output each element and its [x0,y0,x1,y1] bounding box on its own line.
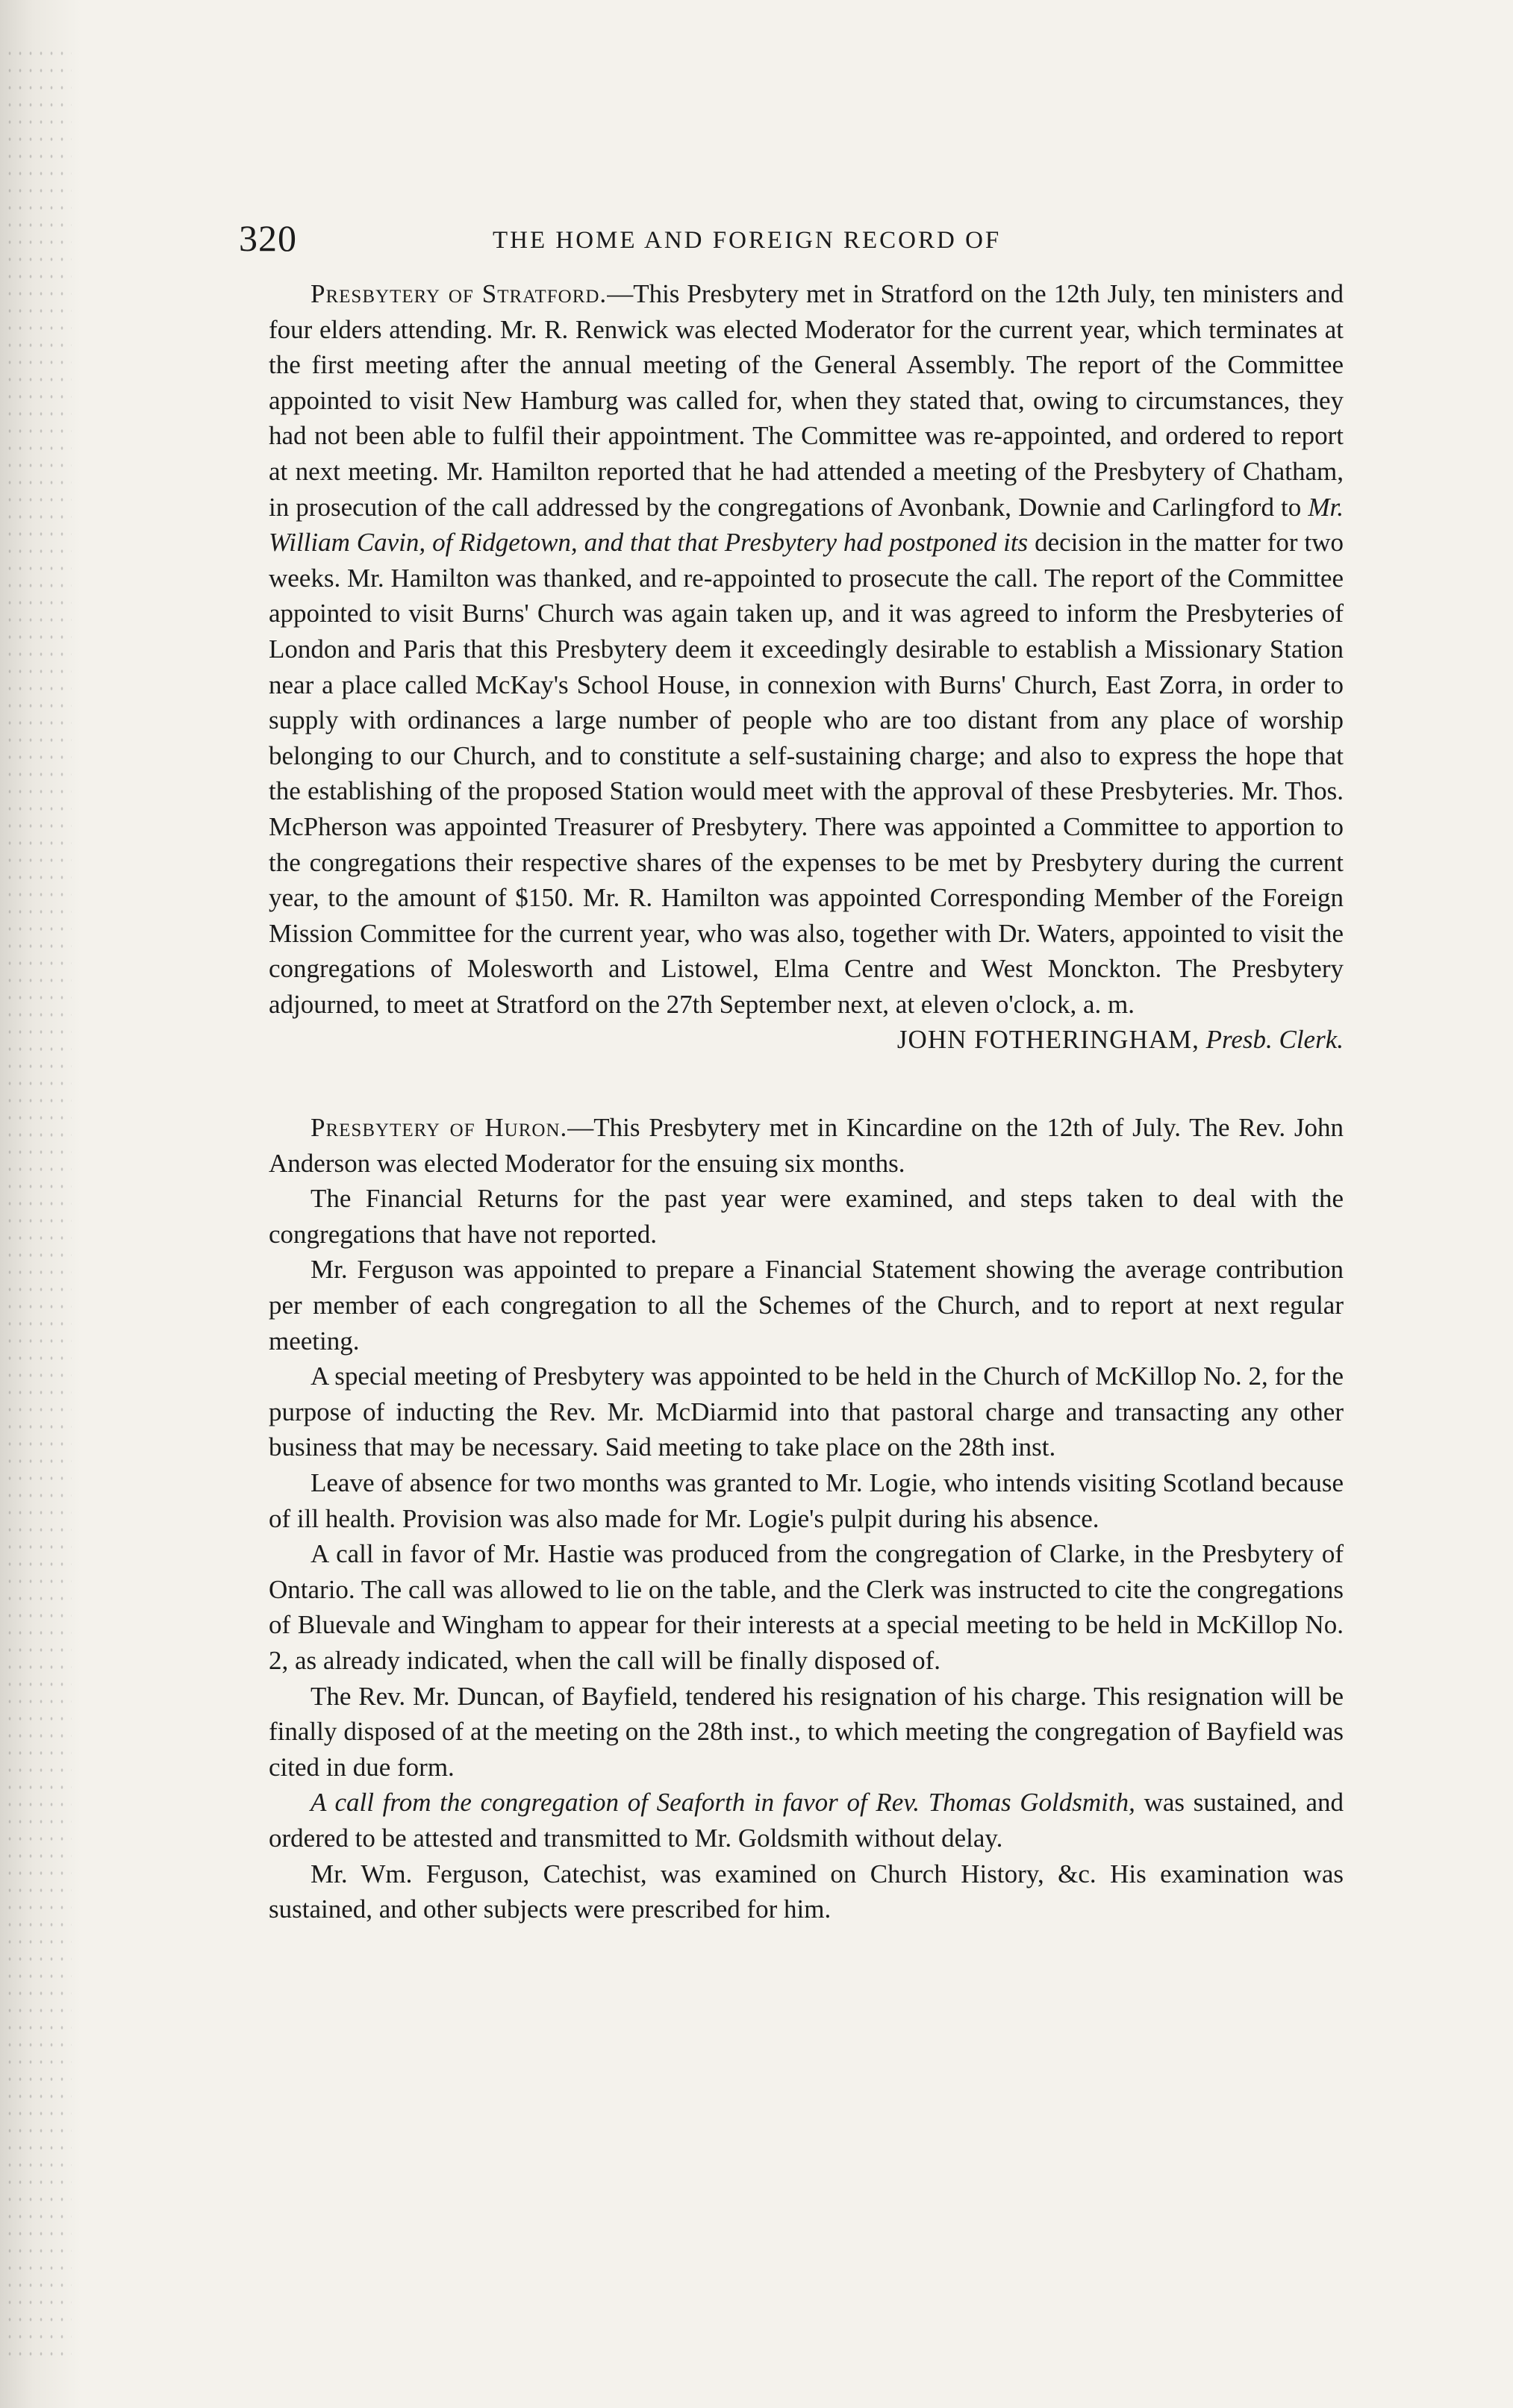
huron-intro-text: —This Presbytery met in Kincardine on the 12th of July. The Rev. John Anderson was elected Moderator for the ensuing six months. [269,1113,1344,1178]
huron-paragraph-3: A special meeting of Presbytery was appointed to be held in the Church of McKillop No. 2, for the purpose of inducting the Rev. Mr. McDiarmid into that pastoral charge and transacting any other business that may be necessary. Said meeting to take place on the 28th inst. [269,1361,1344,1462]
page [239,216,1344,1927]
huron-p7-italic: A call from the congregation of Seaforth in favor of Rev. Thomas Goldsmith, [311,1788,1135,1818]
signature-role: Presb. Clerk. [1205,1025,1344,1055]
huron-paragraph-8: Mr. Wm. Ferguson, Catechist, was examined on Church History, &c. His examination was sustained, and other subjects were prescribed for him. [269,1859,1344,1924]
binding-edge [0,0,82,2408]
running-head [239,216,1344,276]
huron-intro [269,1110,1344,1181]
page-number: 320 [239,217,297,259]
huron-paragraph-6: The Rev. Mr. Duncan, of Bayfield, tendered his resignation of his charge. This resignation will be finally disposed of at the meeting on the 28th inst., to which meeting the congregation of Bayfield was cited in due form. [269,1681,1344,1782]
running-title: THE HOME AND FOREIGN RECORD OF [493,227,1002,254]
section-gap [269,1058,1344,1110]
huron-heading: Presbytery of Huron. [311,1113,568,1143]
huron-paragraph-5: A call in favor of Mr. Hastie was produced from the congregation of Clarke, in the Presbytery of Ontario. The call was allowed to lie on the table, and the Clerk was instructed to cite the congregations of Bluevale and Wingham to appear for their interests at a special meeting to be held in McKillop No. 2, as already indicated, when the call will be finally disposed of. [269,1539,1344,1675]
stratford-report [269,276,1344,1022]
stratford-italic: Mr. William Cavin, of Ridgetown, and that that Presbytery had postponed its [269,492,1344,558]
stratford-text-1: —This Presbytery met in Stratford on the 12th July, ten ministers and four elders attending. Mr. R. Renwick was elected Moderator for the current year, which terminates at the first meeting after the annual meeting of the General Assembly. The report of the Committee appointed to visit New Hamburg was called for, when they stated that, owing to circumstances, they had not been able to fulfil their appointment. The Committee was re-appointed, and ordered to report at next meeting. Mr. Hamilton reported that he had attended a meeting of the Presbytery of Chatham, in prosecution of the call addressed by the congregations of Avonbank, Downie and Carlingford to [269,279,1344,522]
signature-name: JOHN FOTHERINGHAM, [896,1025,1200,1055]
stratford-text-2: decision in the matter for two weeks. Mr. Hamilton was thanked, and re-appointed to prosecute the call. The report of the Committee appointed to visit Burns' Church was again taken up, and it was agreed to inform the Presbyteries of London and Paris that this Presbytery deem it exceedingly desirable to establish a Missionary Station near a place called McKay's School House, in connexion with Burns' Church, East Zorra, in order to supply with ordinances a large number of people who are too distant from any place of worship belonging to our Church, and to constitute a self-sustaining charge; and also to express the hope that the establishing of the proposed Station would meet with the approval of these Presbyteries. Mr. Thos. McPherson was appointed Treasurer of Presbytery. There was appointed a Committee to apportion to the congregations their respective shares of the expenses to be met by Presbytery during the current year, to the amount of $150. Mr. R. Hamilton was appointed Corresponding Member of the Foreign Mission Committee for the current year, who was also, together with Dr. Waters, appointed to visit the congregations of Molesworth and Listowel, Elma Centre and West Monckton. The Presbytery adjourned, to meet at Stratford on the 27th September next, at eleven o'clock, a. m. [269,528,1344,1019]
scan-noise [4,45,72,2359]
stratford-paragraph [269,276,1344,1022]
huron-report [269,1110,1344,1927]
huron-paragraph-7 [269,1785,1344,1856]
huron-paragraph-2: Mr. Ferguson was appointed to prepare a Financial Statement showing the average contribution per member of each congregation to all the Schemes of the Church, and to report at next regular meeting. [269,1255,1344,1356]
stratford-heading: Presbytery of Stratford. [311,279,608,308]
huron-paragraph-4: Leave of absence for two months was granted to Mr. Logie, who intends visiting Scotland because of ill health. Provision was also made for Mr. Logie's pulpit during his absence. [269,1468,1344,1533]
huron-paragraph-1: The Financial Returns for the past year were examined, and steps taken to deal with the congregations that have not reported. [269,1184,1344,1249]
huron-p7-rest: was sustained, and ordered to be attested and transmitted to Mr. Goldsmith without delay. [269,1788,1344,1853]
stratford-signature [269,1022,1344,1058]
